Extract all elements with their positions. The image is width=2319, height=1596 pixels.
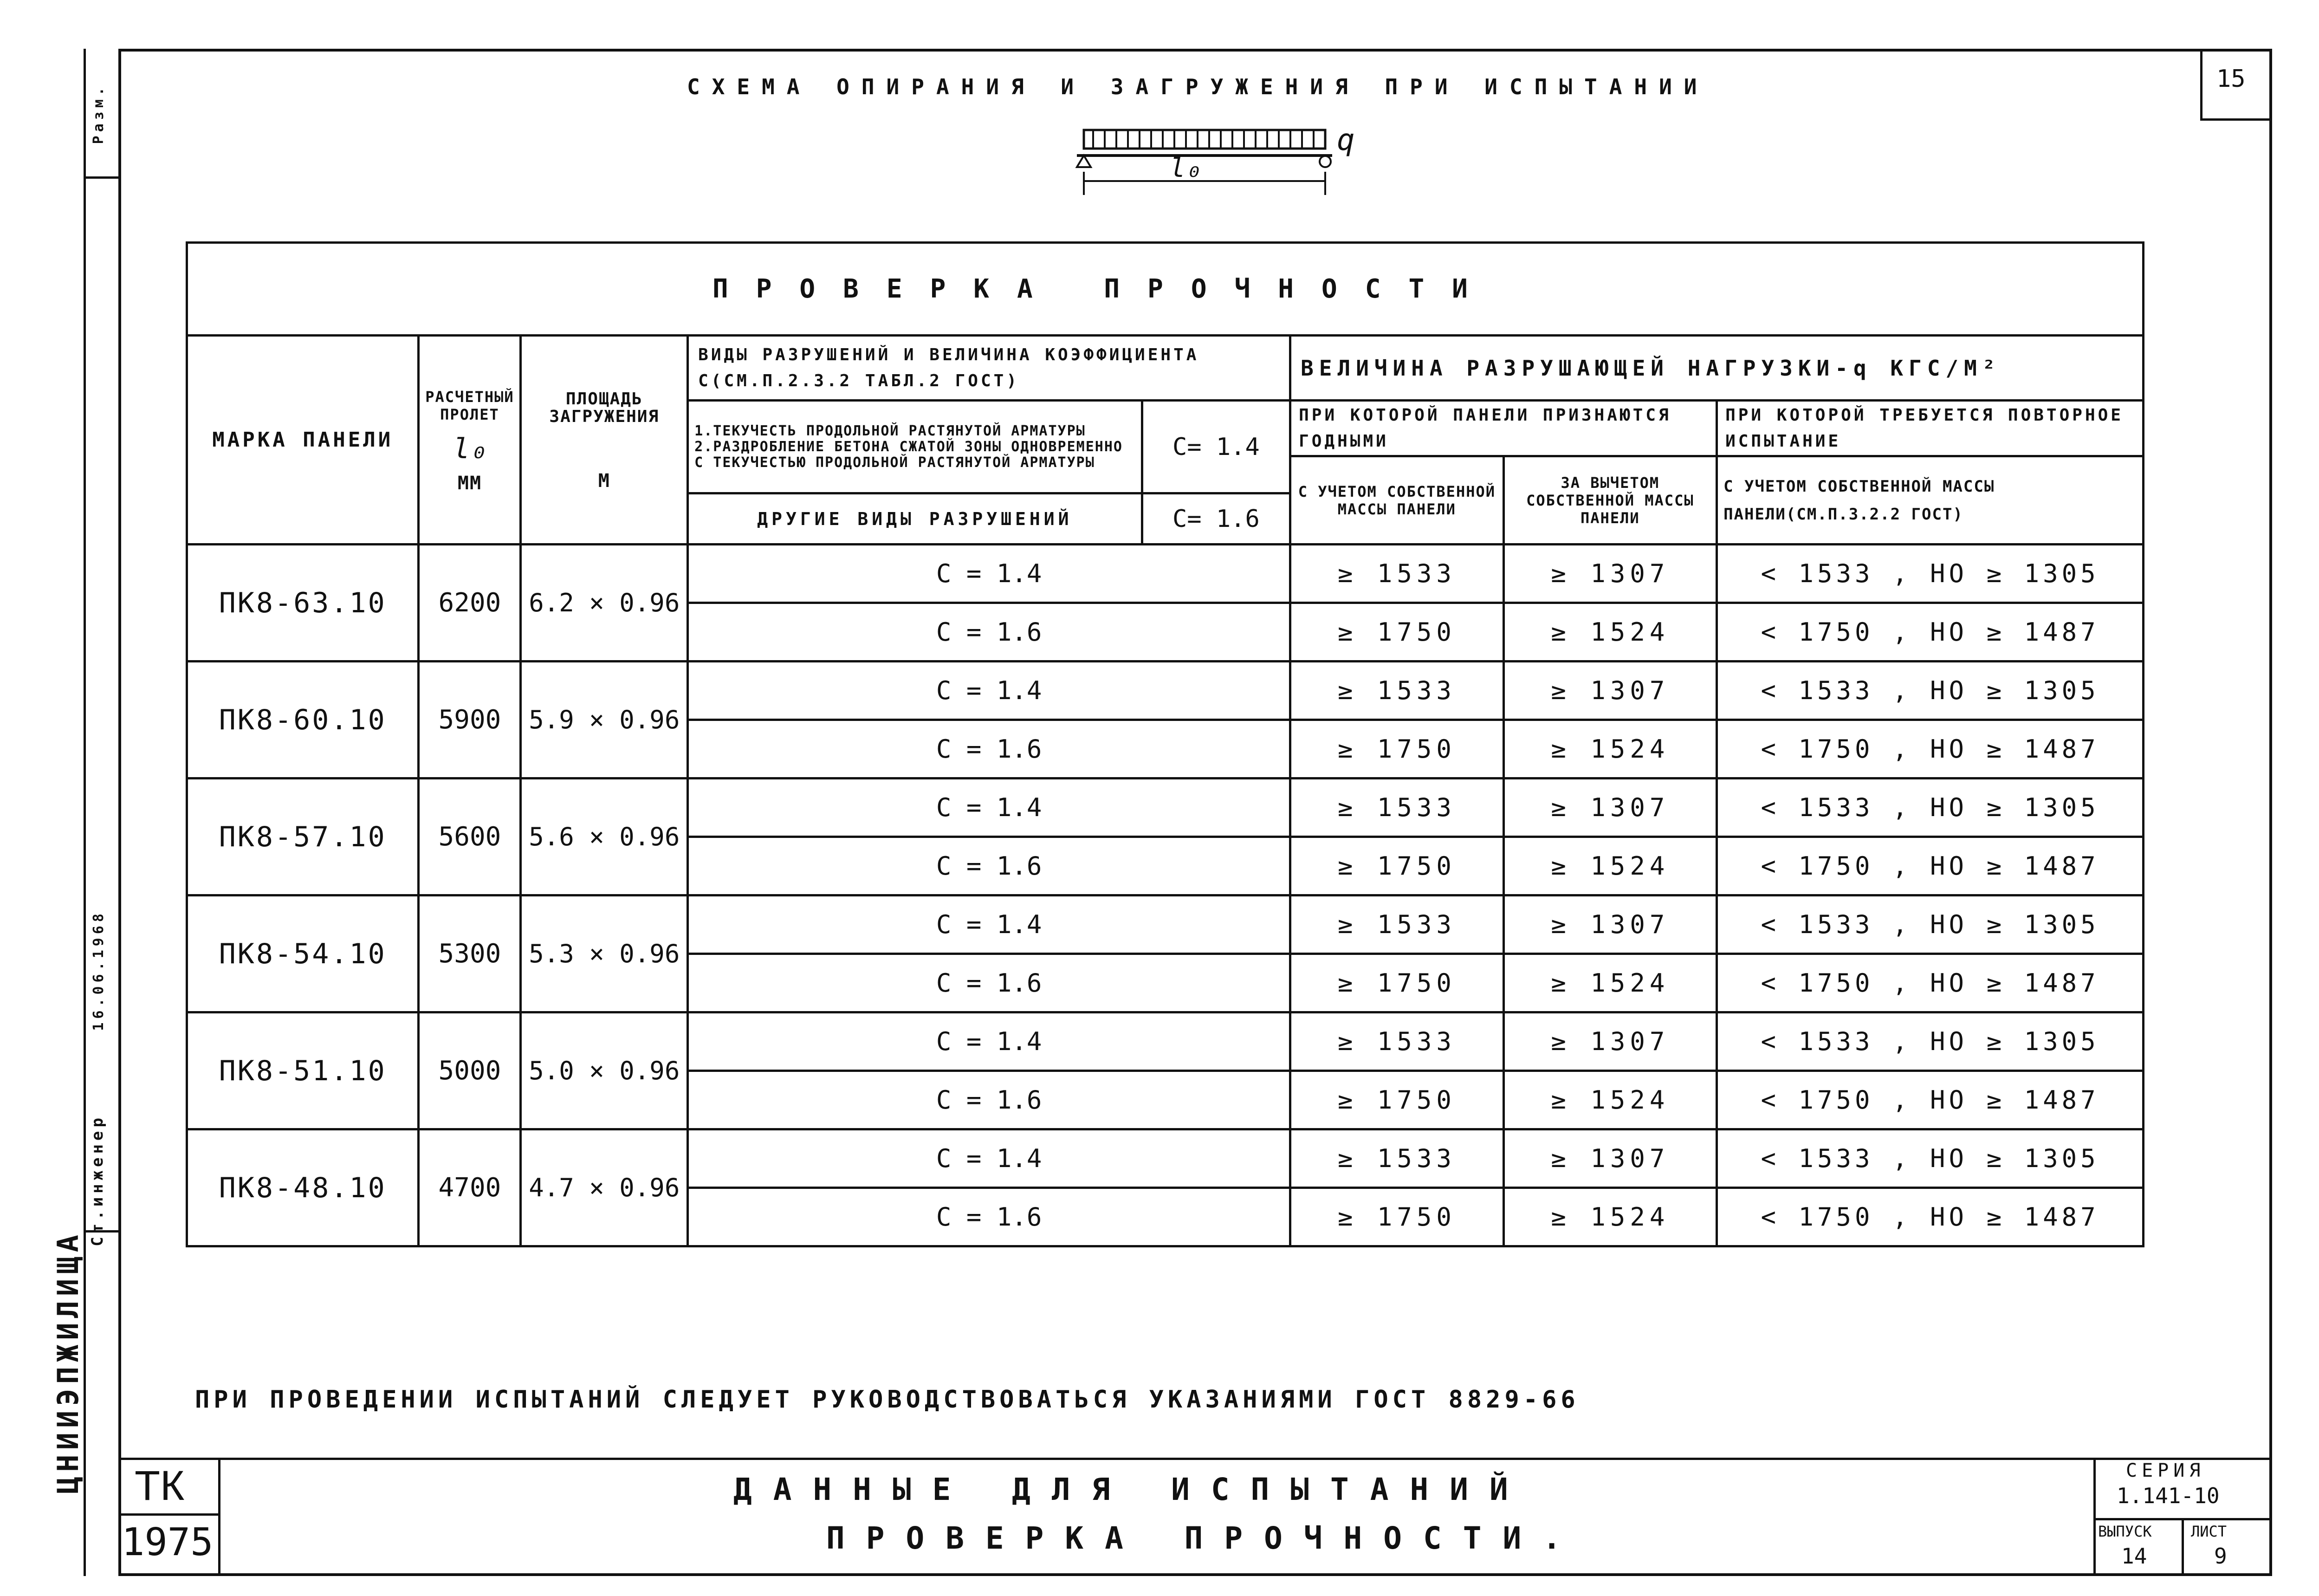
- load-hatching: [1093, 130, 1314, 149]
- panel-span: 5000: [419, 1012, 521, 1129]
- load-retest: < 1750 , НО ≥ 1487: [1717, 1071, 2144, 1129]
- load-fit-without: ≥ 1307: [1503, 779, 1717, 837]
- title-block-code: ТК: [135, 1463, 185, 1509]
- panel-area: 5.6 × 0.96: [521, 779, 688, 895]
- panel-span: 5900: [419, 662, 521, 779]
- load-retest: < 1533 , НО ≥ 1305: [1717, 1129, 2144, 1188]
- col-mark-header: МАРКА ПАНЕЛИ: [187, 336, 419, 545]
- title-block-line2: ПРОВЕРКА ПРОЧНОСТИ.: [826, 1520, 1582, 1556]
- coefficient-c: С = 1.6: [688, 1188, 1290, 1246]
- load-fit-with: ≥ 1533: [1290, 779, 1503, 837]
- load-fit-without: ≥ 1524: [1503, 603, 1717, 662]
- load-fit-with: ≥ 1533: [1290, 662, 1503, 720]
- side-vertical-org: ЦНИИЭПЖИЛИЩА: [51, 1230, 85, 1494]
- load-fit-without: ≥ 1307: [1503, 895, 1717, 954]
- failure-type-1-c: С= 1.4: [1142, 401, 1290, 493]
- panel-area: 5.3 × 0.96: [521, 895, 688, 1012]
- series-block-left: [2093, 1458, 2096, 1574]
- table-row: [187, 895, 2144, 954]
- panel-area: 5.9 × 0.96: [521, 662, 688, 779]
- coefficient-c: С = 1.4: [688, 1012, 1290, 1071]
- series-label: СЕРИЯ: [2126, 1460, 2205, 1481]
- page-number: 15: [2216, 65, 2246, 93]
- load-fit-with: ≥ 1750: [1290, 1071, 1503, 1129]
- panel-mark: ПК8-63.10: [187, 545, 419, 662]
- panel-mark: ПК8-60.10: [187, 662, 419, 779]
- failure-type-2-c: С= 1.6: [1142, 493, 1290, 545]
- load-retest: < 1750 , НО ≥ 1487: [1717, 603, 2144, 662]
- coefficient-c: С = 1.6: [688, 1071, 1290, 1129]
- title-block-line1: ДАННЫЕ ДЛЯ ИСПЫТАНИЙ: [733, 1472, 1529, 1507]
- panel-span: 5300: [419, 895, 521, 1012]
- panel-mark: ПК8-54.10: [187, 895, 419, 1012]
- issue-value: 14: [2121, 1544, 2147, 1569]
- panel-mark: ПК8-48.10: [187, 1129, 419, 1246]
- load-fit-without: ≥ 1307: [1503, 545, 1717, 603]
- table-row: [187, 662, 2144, 720]
- coefficient-c: С = 1.4: [688, 662, 1290, 720]
- scheme-load-label: q: [1337, 123, 1355, 157]
- strength-table: [186, 241, 2144, 1247]
- title-block-top: [118, 1458, 2272, 1460]
- series-block-split: [2182, 1518, 2184, 1574]
- col-fit-header: ПРИ КОТОРОЙ ПАНЕЛИ ПРИЗНАЮТСЯ ГОДНЫМИ: [1290, 401, 1717, 456]
- load-retest: < 1750 , НО ≥ 1487: [1717, 837, 2144, 895]
- panel-area: 6.2 × 0.96: [521, 545, 688, 662]
- coefficient-c: С = 1.6: [688, 837, 1290, 895]
- coefficient-c: С = 1.4: [688, 1129, 1290, 1188]
- scheme-span-label: l₀: [1170, 153, 1201, 183]
- load-retest: < 1533 , НО ≥ 1305: [1717, 662, 2144, 720]
- load-fit-without: ≥ 1307: [1503, 662, 1717, 720]
- load-block: [1084, 130, 1325, 149]
- col-retest-sub-header: С УЧЕТОМ СОБСТВЕННОЙ МАССЫ ПАНЕЛИ(СМ.П.3.2.2 ГОСТ): [1717, 456, 2144, 545]
- testing-note: ПРИ ПРОВЕДЕНИИ ИСПЫТАНИЙ СЛЕДУЕТ РУКОВОДСТВОВАТЬСЯ УКАЗАНИЯМИ ГОСТ 8829-66: [195, 1386, 1580, 1414]
- load-fit-without: ≥ 1307: [1503, 1012, 1717, 1071]
- col-failure-header: ВИДЫ РАЗРУШЕНИЙ И ВЕЛИЧИНА КОЭФФИЦИЕНТА С(СМ.П.2.3.2 ТАБЛ.2 ГОСТ): [688, 336, 1290, 401]
- load-fit-without: ≥ 1524: [1503, 720, 1717, 779]
- load-fit-with: ≥ 1750: [1290, 954, 1503, 1012]
- side-stamp-date: 16.06.1968: [91, 910, 107, 1031]
- side-stamp-role: Ст.инженер: [88, 1114, 107, 1246]
- table-row: [187, 1012, 2144, 1071]
- coefficient-c: С = 1.4: [688, 545, 1290, 603]
- load-retest: < 1750 , НО ≥ 1487: [1717, 720, 2144, 779]
- title-block-left-mid: [118, 1513, 220, 1516]
- side-stamp-top: Разм.: [91, 84, 107, 144]
- failure-type-1: 1.ТЕКУЧЕСТЬ ПРОДОЛЬНОЙ РАСТЯНУТОЙ АРМАТУРЫ 2.РАЗДРОБЛЕНИЕ БЕТОНА СЖАТОЙ ЗОНЫ ОДНОВРЕМЕННО С ТЕКУЧЕСТЬЮ ПРОДОЛЬНОЙ РАСТЯНУТОЙ АРМАТУРЫ: [688, 401, 1142, 493]
- coefficient-c: С = 1.6: [688, 954, 1290, 1012]
- col-area-header: ПЛОЩАДЬ ЗАГРУЖЕНИЯ М: [521, 336, 688, 545]
- load-fit-without: ≥ 1524: [1503, 1071, 1717, 1129]
- col-retest-header: ПРИ КОТОРОЙ ТРЕБУЕТСЯ ПОВТОРНОЕ ИСПЫТАНИЕ: [1717, 401, 2144, 456]
- load-retest: < 1533 , НО ≥ 1305: [1717, 545, 2144, 603]
- right-support: [1320, 156, 1331, 167]
- panel-span: 5600: [419, 779, 521, 895]
- table-title: ПРОВЕРКА ПРОЧНОСТИ: [713, 274, 1496, 304]
- panel-span: 4700: [419, 1129, 521, 1246]
- col-span-header: РАСЧЕТНЫЙ ПРОЛЕТ l₀ ММ: [419, 336, 521, 545]
- load-retest: < 1750 , НО ≥ 1487: [1717, 954, 2144, 1012]
- col-fit-without-header: ЗА ВЫЧЕТОМ СОБСТВЕННОЙ МАССЫ ПАНЕЛИ: [1503, 456, 1717, 545]
- coefficient-c: С = 1.4: [688, 895, 1290, 954]
- panel-area: 4.7 × 0.96: [521, 1129, 688, 1246]
- load-retest: < 1533 , НО ≥ 1305: [1717, 895, 2144, 954]
- table-row: [187, 779, 2144, 837]
- issue-label: ВЫПУСК: [2098, 1523, 2152, 1540]
- failure-type-2: ДРУГИЕ ВИДЫ РАЗРУШЕНИЙ: [688, 493, 1142, 545]
- col-load-header: ВЕЛИЧИНА РАЗРУШАЮЩЕЙ НАГРУЗКИ-q КГС/М²: [1290, 336, 2144, 401]
- load-fit-with: ≥ 1533: [1290, 1012, 1503, 1071]
- load-retest: < 1750 , НО ≥ 1487: [1717, 1188, 2144, 1246]
- sheet-label: ЛИСТ: [2191, 1523, 2227, 1540]
- coefficient-c: С = 1.6: [688, 720, 1290, 779]
- load-fit-without: ≥ 1524: [1503, 837, 1717, 895]
- panel-area: 5.0 × 0.96: [521, 1012, 688, 1129]
- coefficient-c: С = 1.6: [688, 603, 1290, 662]
- load-fit-without: ≥ 1524: [1503, 1188, 1717, 1246]
- load-retest: < 1533 , НО ≥ 1305: [1717, 779, 2144, 837]
- load-fit-with: ≥ 1533: [1290, 545, 1503, 603]
- table-row: [187, 545, 2144, 603]
- load-fit-with: ≥ 1533: [1290, 1129, 1503, 1188]
- panel-mark: ПК8-57.10: [187, 779, 419, 895]
- title-block-year: 1975: [122, 1520, 214, 1564]
- load-fit-with: ≥ 1750: [1290, 837, 1503, 895]
- scheme-title: СХЕМА ОПИРАНИЯ И ЗАГРУЖЕНИЯ ПРИ ИСПЫТАНИИ: [687, 74, 1709, 99]
- title-block-left-divider: [218, 1458, 220, 1574]
- series-value: 1.141-10: [2117, 1483, 2220, 1508]
- table-row: [187, 1129, 2144, 1188]
- load-fit-without: ≥ 1524: [1503, 954, 1717, 1012]
- left-support: [1077, 156, 1091, 167]
- load-fit-with: ≥ 1750: [1290, 1188, 1503, 1246]
- panel-span: 6200: [419, 545, 521, 662]
- load-fit-with: ≥ 1750: [1290, 720, 1503, 779]
- sheet-value: 9: [2214, 1544, 2227, 1569]
- load-fit-with: ≥ 1533: [1290, 895, 1503, 954]
- coefficient-c: С = 1.4: [688, 779, 1290, 837]
- col-fit-with-header: С УЧЕТОМ СОБСТВЕННОЙ МАССЫ ПАНЕЛИ: [1290, 456, 1503, 545]
- side-strip-divider: [84, 176, 121, 179]
- panel-mark: ПК8-51.10: [187, 1012, 419, 1129]
- load-retest: < 1533 , НО ≥ 1305: [1717, 1012, 2144, 1071]
- load-fit-without: ≥ 1307: [1503, 1129, 1717, 1188]
- load-fit-with: ≥ 1750: [1290, 603, 1503, 662]
